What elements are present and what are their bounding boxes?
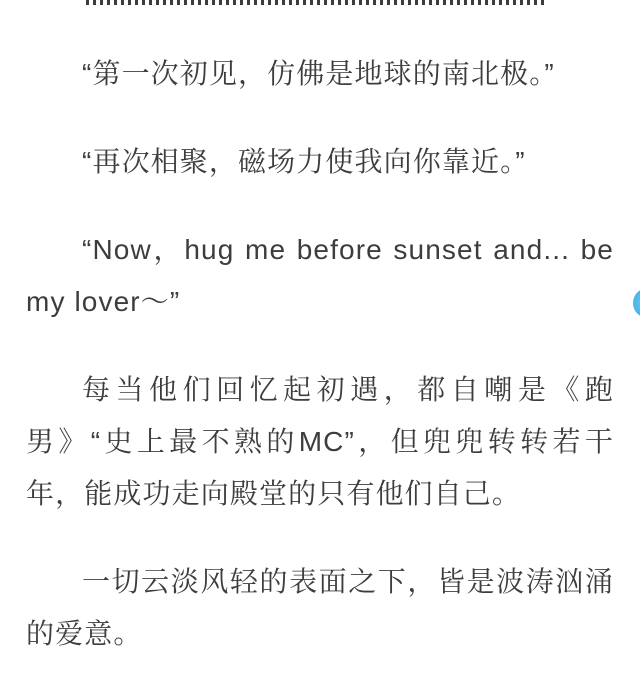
paragraph-quote-2: “再次相聚，磁场力使我向你靠近。” [82,146,526,177]
paragraph-quote-3: “Now，hug me before sunset and... be my lover～” [26,234,614,317]
paragraph-narrative-1: 每当他们回忆起初遇，都自嘲是《跑男》“史上最不熟的MC”，但兜兜转转若干年，能成功走向殿堂的只有他们自己。 [26,374,614,509]
paragraph-quote-1: “第一次初见，仿佛是地球的南北极。” [82,58,555,89]
paragraph-narrative-2: 一切云淡风轻的表面之下，皆是波涛汹涌的爱意。 [26,566,614,649]
